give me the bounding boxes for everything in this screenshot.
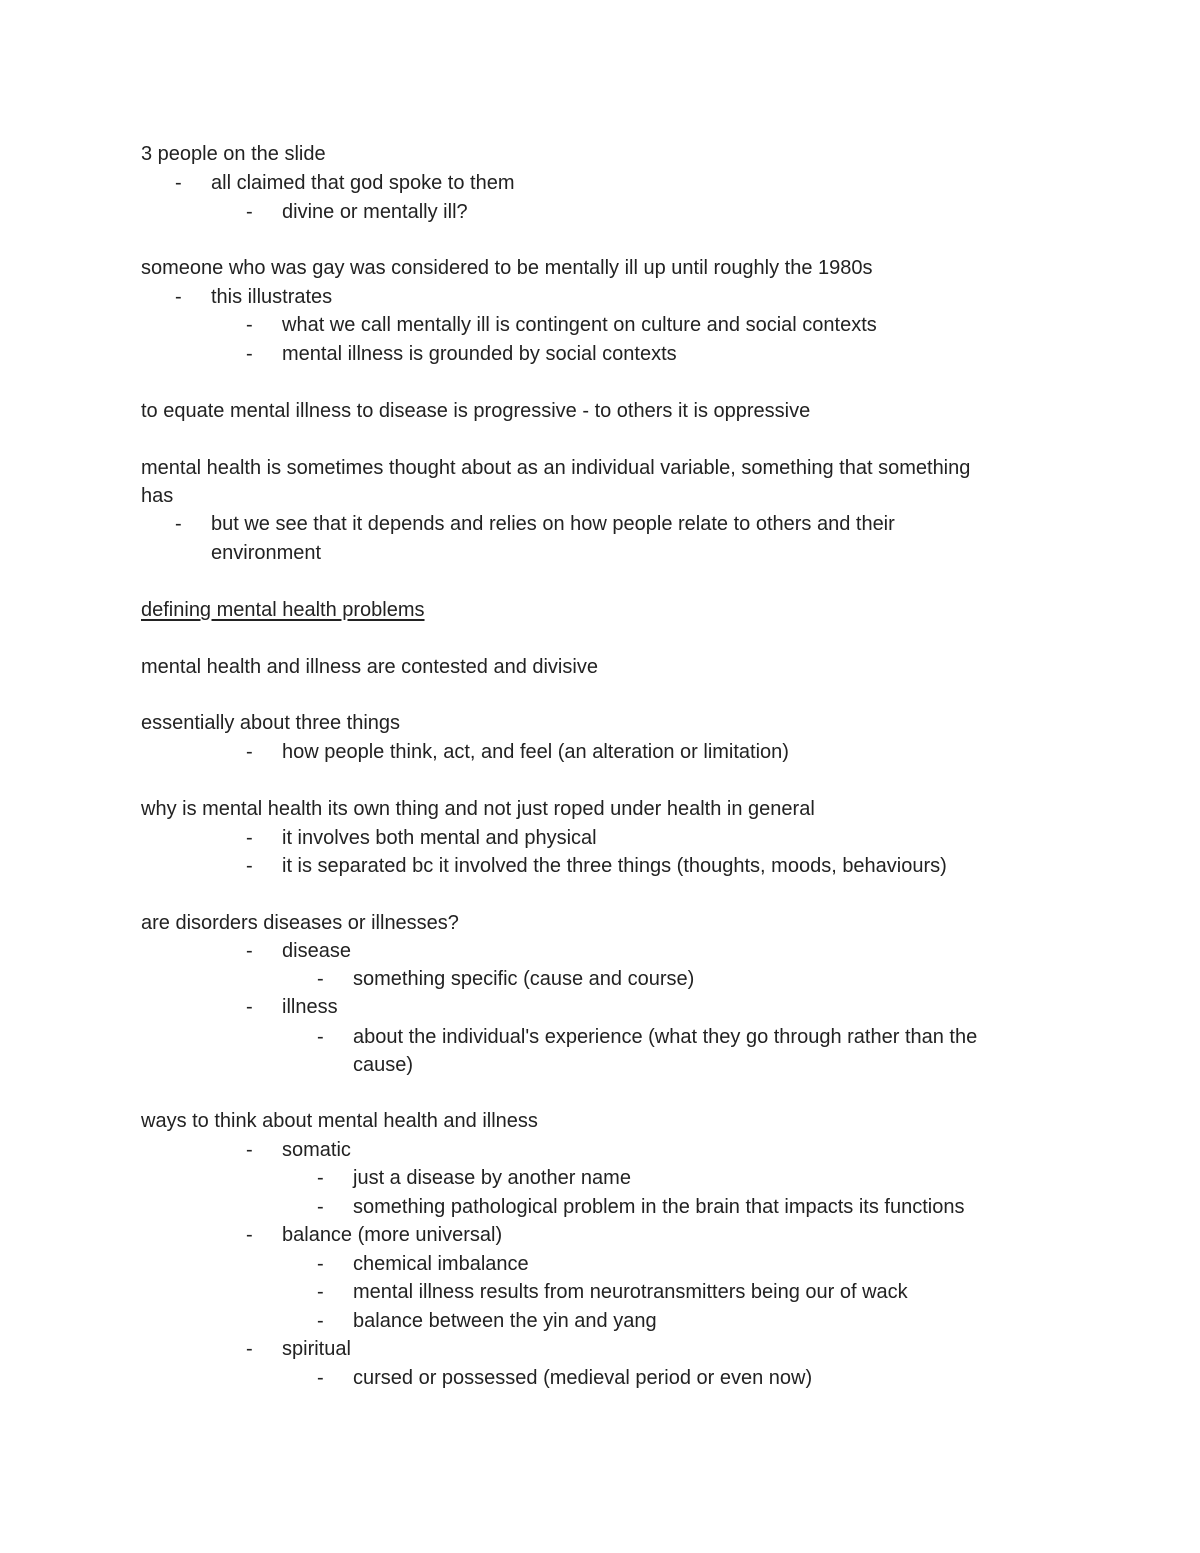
note-line: essentially about three things xyxy=(141,712,401,734)
note-line: to equate mental illness to disease is progressive - to others it is oppressive xyxy=(141,400,811,422)
bullet-dash: - xyxy=(246,827,253,849)
note-line: ways to think about mental health and illness xyxy=(141,1110,538,1132)
bullet-dash: - xyxy=(317,1253,324,1275)
note-line: balance (more universal) xyxy=(282,1224,503,1246)
note-line: has xyxy=(141,485,174,507)
note-line: why is mental health its own thing and not just roped under health in general xyxy=(141,798,815,820)
bullet-dash: - xyxy=(246,1139,253,1161)
note-line: cause) xyxy=(353,1054,414,1076)
note-line: mental illness is grounded by social contexts xyxy=(282,343,677,365)
note-line: this illustrates xyxy=(211,286,333,308)
note-line: all claimed that god spoke to them xyxy=(211,172,515,194)
bullet-dash: - xyxy=(246,1224,253,1246)
note-line: balance between the yin and yang xyxy=(353,1310,657,1332)
note-line: mental health is sometimes thought about as an individual variable, something that something xyxy=(141,457,971,479)
note-line: cursed or possessed (medieval period or even now) xyxy=(353,1367,813,1389)
note-line: mental health and illness are contested and divisive xyxy=(141,656,598,678)
bullet-dash: - xyxy=(317,1167,324,1189)
note-line: illness xyxy=(282,996,338,1018)
bullet-dash: - xyxy=(246,314,253,336)
bullet-dash: - xyxy=(317,1367,324,1389)
note-line: how people think, act, and feel (an alteration or limitation) xyxy=(282,741,789,763)
note-line: someone who was gay was considered to be mentally ill up until roughly the 1980s xyxy=(141,257,873,279)
note-line: something pathological problem in the brain that impacts its functions xyxy=(353,1196,965,1218)
note-line: mental illness results from neurotransmitters being our of wack xyxy=(353,1281,908,1303)
bullet-dash: - xyxy=(317,1310,324,1332)
bullet-dash: - xyxy=(175,172,182,194)
bullet-dash: - xyxy=(246,940,253,962)
note-line: 3 people on the slide xyxy=(141,143,326,165)
note-line: spiritual xyxy=(282,1338,351,1360)
note-line: environment xyxy=(211,542,322,564)
bullet-dash: - xyxy=(246,741,253,763)
note-line: but we see that it depends and relies on how people relate to others and their xyxy=(211,513,895,535)
note-line: somatic xyxy=(282,1139,351,1161)
bullet-dash: - xyxy=(175,513,182,535)
note-line: something specific (cause and course) xyxy=(353,968,695,990)
note-line: about the individual's experience (what they go through rather than the xyxy=(353,1026,978,1048)
section-heading: defining mental health problems xyxy=(141,599,425,621)
bullet-dash: - xyxy=(317,1281,324,1303)
note-line: it involves both mental and physical xyxy=(282,827,597,849)
bullet-dash: - xyxy=(246,343,253,365)
bullet-dash: - xyxy=(317,968,324,990)
note-line: are disorders diseases or illnesses? xyxy=(141,912,459,934)
bullet-dash: - xyxy=(317,1196,324,1218)
note-line: disease xyxy=(282,940,351,962)
note-line: just a disease by another name xyxy=(353,1167,631,1189)
bullet-dash: - xyxy=(246,201,253,223)
bullet-dash: - xyxy=(175,286,182,308)
note-line: it is separated bc it involved the three things (thoughts, moods, behaviours) xyxy=(282,855,947,877)
bullet-dash: - xyxy=(246,855,253,877)
note-line: what we call mentally ill is contingent on culture and social contexts xyxy=(282,314,877,336)
note-line: chemical imbalance xyxy=(353,1253,529,1275)
bullet-dash: - xyxy=(246,996,253,1018)
bullet-dash: - xyxy=(317,1026,324,1048)
bullet-dash: - xyxy=(246,1338,253,1360)
note-line: divine or mentally ill? xyxy=(282,201,468,223)
